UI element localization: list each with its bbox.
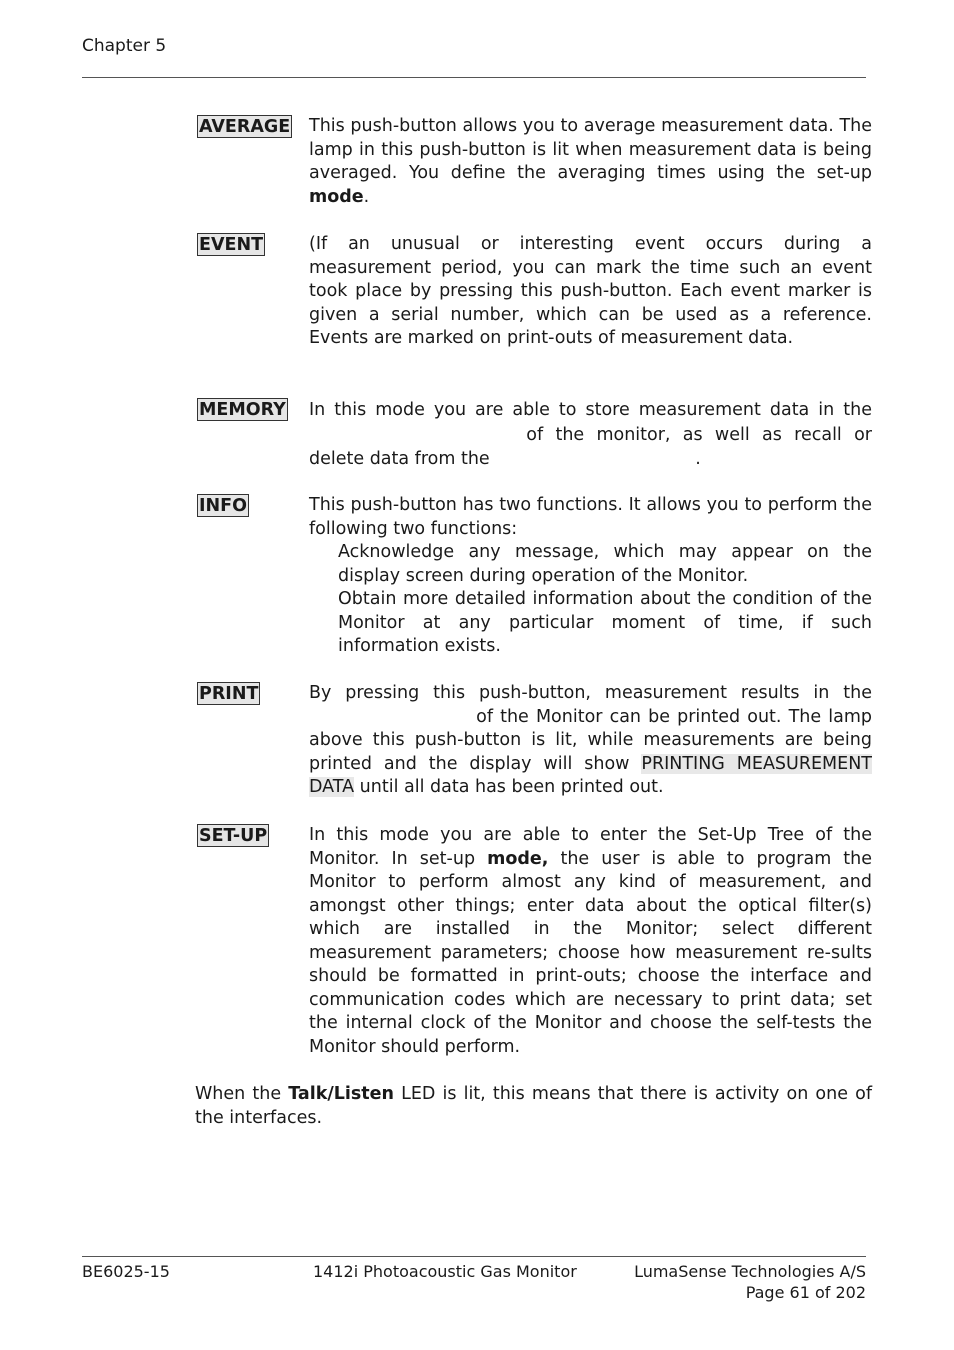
- talk-listen-paragraph: When the Talk/Listen LED is lit, this means that there is activity on one of the interfaces.: [195, 1084, 872, 1128]
- setup-description: In this mode you are able to enter the Set-Up Tree of the Monitor. In set-up mode, the user is able to program the Monitor to perform almost any kind of measurement, and amongst other things; enter data about the optical filter(s) which are installed in the Monitor; select different measurement parameters; choose how measurement re-sults should be formatted in print-outs; choose the interface and communication codes which are necessary to print data; set the internal clock of the Monitor and choose the self-tests the Monitor should perform.: [309, 825, 872, 1057]
- info-description: [309, 494, 872, 659]
- print-description: By pressing this push-button, measurement results in the of the Monitor can be printed out. The lamp above this push-button is lit, while measurements are being printed and the display will show PRINTING MEASUREMENT DATA until all data has been printed out.: [309, 683, 872, 797]
- display-message: PRINTING MEASUREMENT DATA: [309, 753, 872, 797]
- average-key-label: AVERAGE: [199, 117, 291, 137]
- memory-key-label: MEMORY: [199, 400, 286, 420]
- entry-print: [195, 682, 872, 800]
- entry-info: [195, 494, 872, 659]
- info-item-acknowledge: Acknowledge any message, which may appear on the display screen during operation of the Monitor.: [338, 542, 872, 586]
- info-intro: This push-button has two functions. It allows you to perform the following two functions:: [309, 495, 872, 539]
- average-description: This push-button allows you to average measurement data. The lamp in this push-button is lit when measurement data is being averaged. You define the averaging times using the set-up mode.: [309, 116, 872, 207]
- footer-company-page: [634, 1261, 866, 1303]
- footer-product: 1412i Photoacoustic Gas Monitor: [313, 1262, 577, 1281]
- setup-key-label: SET-UP: [199, 826, 268, 846]
- print-key-label: PRINT: [199, 684, 259, 704]
- footer-rule: [82, 1256, 866, 1257]
- event-description: (If an unusual or interesting event occurs during a measurement period, you can mark the time such an event took place by pressing this push-button. Each event marker is given a serial number, which can be used as a reference. Events are marked on print-outs of measurement data.: [309, 234, 872, 348]
- memory-description: In this mode you are able to store measurement data in the of the monitor, as well as recall or delete data from the .: [309, 400, 872, 469]
- chapter-label: Chapter 5: [82, 36, 167, 56]
- entry-setup: [195, 824, 872, 1059]
- info-key-label: INFO: [199, 496, 247, 516]
- footer-doc-id: BE6025-15: [82, 1262, 170, 1281]
- entry-event: [195, 233, 872, 351]
- entry-average: [195, 115, 872, 209]
- footer-page-number: Page 61 of 202: [745, 1283, 866, 1302]
- entry-memory: [195, 398, 872, 472]
- info-item-obtain: Obtain more detailed information about the condition of the Monitor at any particular moment of time, if such information exists.: [338, 589, 872, 656]
- header-rule: [82, 77, 866, 78]
- event-key-label: EVENT: [199, 235, 264, 255]
- footer-company: LumaSense Technologies A/S: [634, 1262, 866, 1281]
